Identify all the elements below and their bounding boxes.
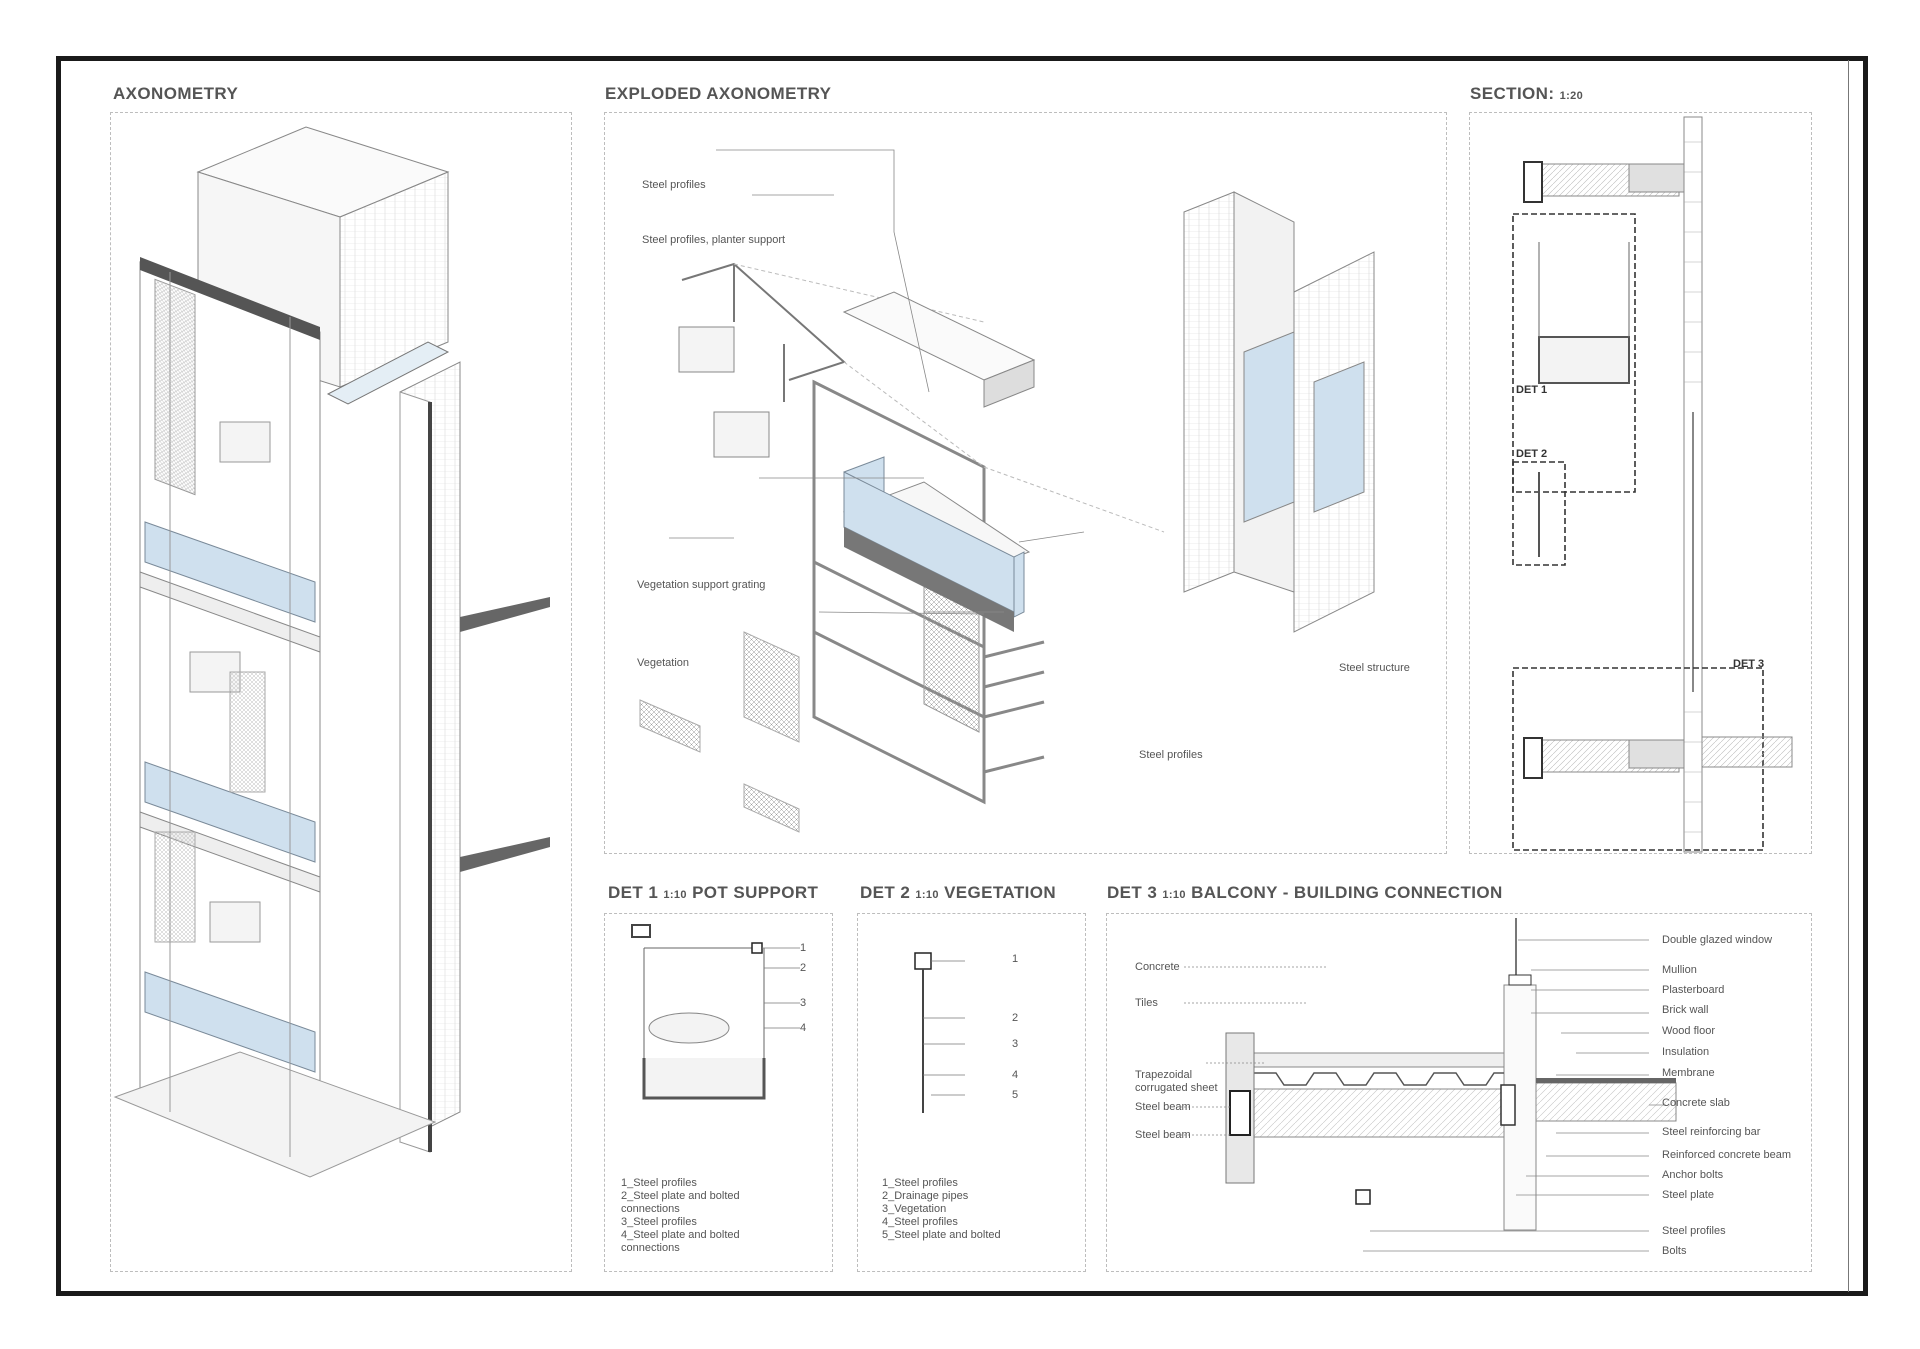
axonometry-drawing bbox=[110, 112, 572, 1272]
det1-legend-line: 4_Steel plate and bolted bbox=[621, 1229, 740, 1241]
det3-right-label: Wood floor bbox=[1662, 1025, 1715, 1037]
det3-scale: 1:10 bbox=[1162, 889, 1186, 901]
label-steel-profiles-bottom: Steel profiles bbox=[1139, 749, 1203, 761]
det3-trapezoidal-sheet bbox=[1254, 1073, 1504, 1085]
det1-number-2: 2 bbox=[800, 962, 807, 974]
det2-legend bbox=[882, 1177, 1001, 1242]
det1-drawing bbox=[604, 913, 833, 1113]
det3-right-labels bbox=[1662, 934, 1791, 1265]
det3-label-steel-beam-2: Steel beam bbox=[1135, 1129, 1191, 1141]
section-tag-det2: DET 2 bbox=[1516, 448, 1548, 460]
det2-number-3: 3 bbox=[1012, 1038, 1019, 1050]
label-vegetation: Vegetation bbox=[637, 657, 689, 669]
det3-right-label: Reinforced concrete beam bbox=[1662, 1149, 1792, 1161]
det1-title bbox=[608, 883, 818, 903]
det3-label-steel-beam-1: Steel beam bbox=[1135, 1101, 1191, 1113]
det3-right-label: Membrane bbox=[1662, 1067, 1715, 1079]
det3-bolt bbox=[1356, 1190, 1370, 1204]
projection-lines bbox=[734, 264, 1164, 532]
det2-legend-line: 5_Steel plate and bolted bbox=[882, 1229, 1001, 1241]
planter-3 bbox=[210, 902, 260, 942]
det2-number-2: 2 bbox=[1012, 1012, 1019, 1024]
planter-1 bbox=[220, 422, 270, 462]
det1-legend-line: connections bbox=[621, 1203, 680, 1215]
det1-number-1: 1 bbox=[800, 942, 807, 954]
det1-legend-line: 2_Steel plate and bolted bbox=[621, 1190, 740, 1202]
det3-concrete-slab bbox=[1536, 1083, 1676, 1121]
det3-label-concrete: Concrete bbox=[1135, 961, 1180, 973]
det2-title-text: DET 2 bbox=[860, 883, 911, 902]
exploded-drawing bbox=[604, 112, 1447, 854]
det2-scale: 1:10 bbox=[915, 889, 939, 901]
section-scale: 1:20 bbox=[1559, 90, 1584, 102]
label-grating: Vegetation support grating bbox=[637, 579, 766, 591]
tower-pier bbox=[400, 392, 430, 1152]
det3-right-label: Steel plate bbox=[1662, 1189, 1714, 1201]
planter-boxes bbox=[679, 327, 769, 457]
section-planter bbox=[1539, 337, 1629, 383]
det3-tiles bbox=[1254, 1053, 1504, 1067]
det1-legend-line: connections bbox=[621, 1242, 680, 1254]
det3-steel-plate bbox=[1501, 1085, 1515, 1125]
det2-title bbox=[860, 883, 1056, 903]
det3-label-trapezoidal-line: Trapezoidal bbox=[1135, 1069, 1193, 1081]
label-steel-structure: Steel structure bbox=[1339, 662, 1410, 674]
det2-number-5: 5 bbox=[1012, 1089, 1019, 1101]
det3-title-text: DET 3 bbox=[1107, 883, 1158, 902]
section-drawing bbox=[1469, 112, 1812, 854]
det3-label-tiles: Tiles bbox=[1135, 997, 1158, 1009]
label-planter-support: Steel profiles, planter support bbox=[642, 234, 786, 246]
det1-title-text: DET 1 bbox=[608, 883, 659, 902]
det3-right-label: Steel reinforcing bar bbox=[1662, 1126, 1761, 1138]
label-steel-profiles-top: Steel profiles bbox=[642, 179, 706, 191]
det2-legend-line: 4_Steel profiles bbox=[882, 1216, 958, 1228]
det3-title-name: BALCONY - BUILDING CONNECTION bbox=[1191, 883, 1503, 902]
balcony-top-rail bbox=[844, 292, 1034, 380]
det3-right-label: Plasterboard bbox=[1662, 984, 1725, 996]
det3-right-label: Insulation bbox=[1662, 1046, 1710, 1058]
section-title-text: SECTION: bbox=[1470, 84, 1555, 103]
building-corner-wall bbox=[1184, 192, 1234, 592]
section-title bbox=[1470, 84, 1583, 104]
det3-right-label: Concrete slab bbox=[1662, 1097, 1730, 1109]
section-tag-det3: DET 3 bbox=[1733, 658, 1765, 670]
det3-title bbox=[1107, 883, 1503, 903]
floor-ledge-1 bbox=[460, 597, 550, 632]
det3-balcony-slab bbox=[1254, 1089, 1504, 1137]
det2-legend-line: 2_Drainage pipes bbox=[882, 1190, 969, 1202]
det2-title-name: VEGETATION bbox=[944, 883, 1057, 902]
margin-rule bbox=[1848, 60, 1849, 1292]
det3-right-label: Brick wall bbox=[1662, 1004, 1709, 1016]
det3-right-label: Mullion bbox=[1662, 964, 1697, 976]
det2-legend-line: 3_Vegetation bbox=[882, 1203, 947, 1215]
det2-number-1: 1 bbox=[1012, 953, 1019, 965]
det1-title-name: POT SUPPORT bbox=[692, 883, 819, 902]
det2-number-4: 4 bbox=[1012, 1069, 1019, 1081]
det3-right-label: Steel profiles bbox=[1662, 1225, 1726, 1237]
det2-legend-line: 1_Steel profiles bbox=[882, 1177, 958, 1189]
det1-scale: 1:10 bbox=[663, 889, 687, 901]
det1-legend-line: 3_Steel profiles bbox=[621, 1216, 697, 1228]
det2-drawing bbox=[857, 913, 1086, 1113]
det3-label-trapezoidal-line: corrugated sheet bbox=[1135, 1082, 1218, 1094]
det3-right-label: Bolts bbox=[1662, 1245, 1687, 1257]
det1-legend-line: 1_Steel profiles bbox=[621, 1177, 697, 1189]
axonometry-title: AXONOMETRY bbox=[113, 84, 239, 103]
det3-right-label: Anchor bolts bbox=[1662, 1169, 1724, 1181]
det3-right-label: Double glazed window bbox=[1662, 934, 1773, 946]
steel-profile-arms bbox=[984, 642, 1044, 772]
det1-number-3: 3 bbox=[800, 997, 807, 1009]
det1-legend bbox=[621, 1177, 740, 1255]
section-tag-det1: DET 1 bbox=[1516, 384, 1548, 396]
exploded-axonometry-title: EXPLODED AXONOMETRY bbox=[605, 84, 832, 103]
det3-label-trapezoidal bbox=[1135, 1069, 1218, 1095]
det3-membrane bbox=[1536, 1078, 1676, 1083]
floor-ledge-2 bbox=[460, 837, 550, 872]
window-glazing bbox=[1244, 332, 1294, 522]
det1-number-4: 4 bbox=[800, 1022, 807, 1034]
